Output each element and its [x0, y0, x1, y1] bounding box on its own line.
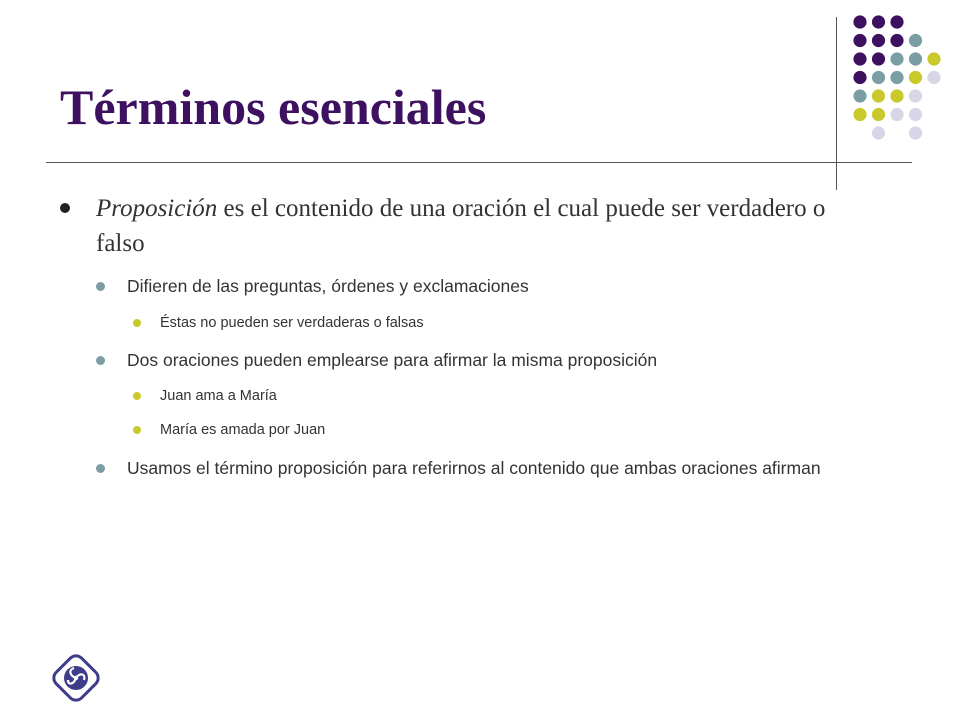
- bullet-text: Dos oraciones pueden emplearse para afirmar la misma proposición: [127, 350, 658, 370]
- bullet-dot: [96, 356, 105, 365]
- decor-dot: [890, 15, 903, 28]
- decor-dot: [853, 34, 866, 47]
- decor-dot: [909, 71, 922, 84]
- title-divider-line: [46, 162, 912, 163]
- triskelion-logo-icon: [50, 652, 102, 704]
- decor-dot: [872, 34, 885, 47]
- bullet-dot: [133, 392, 141, 400]
- decor-dot: [890, 34, 903, 47]
- decor-dot: [872, 15, 885, 28]
- decor-dot: [872, 52, 885, 65]
- decor-dot: [890, 71, 903, 84]
- bullet-dot: [133, 319, 141, 327]
- definition-text: es el contenido de una oración el cual puede ser verdadero o falso: [96, 195, 826, 257]
- bullet-dot: [133, 426, 141, 434]
- bullet-dot: [60, 203, 70, 213]
- bullet-text: María es amada por Juan: [160, 422, 326, 438]
- decor-dot: [853, 89, 866, 102]
- decor-dot: [853, 71, 866, 84]
- decor-dot: [927, 71, 940, 84]
- decor-dot: [909, 34, 922, 47]
- decor-dot: [909, 52, 922, 65]
- decor-dot: [872, 71, 885, 84]
- vertical-divider-line: [836, 17, 837, 190]
- decor-dot: [872, 89, 885, 102]
- bullet-text: Juan ama a María: [160, 388, 277, 404]
- bullet-dot: [96, 282, 105, 291]
- decor-dot: [853, 108, 866, 121]
- decor-dot: [890, 108, 903, 121]
- decor-dot: [909, 126, 922, 139]
- term-proposicion: Proposición: [96, 195, 218, 222]
- bullet-text: Éstas no pueden ser verdaderas o falsas: [160, 315, 424, 331]
- bullet-text: Usamos el término proposición para referirnos al contenido que ambas oraciones afirman: [127, 458, 821, 478]
- decor-dot: [890, 52, 903, 65]
- decor-dot: [853, 15, 866, 28]
- bullet-dot: [96, 464, 105, 473]
- bullet-text: [96, 191, 876, 261]
- decor-dot: [927, 52, 940, 65]
- bullet-text: Difieren de las preguntas, órdenes y exclamaciones: [127, 276, 529, 296]
- decor-dot: [909, 108, 922, 121]
- decor-dot: [872, 108, 885, 121]
- decor-dot: [853, 52, 866, 65]
- decor-dot: [890, 89, 903, 102]
- slide-title: Términos esenciales: [60, 79, 487, 135]
- decor-dot: [909, 89, 922, 102]
- decor-dot: [872, 126, 885, 139]
